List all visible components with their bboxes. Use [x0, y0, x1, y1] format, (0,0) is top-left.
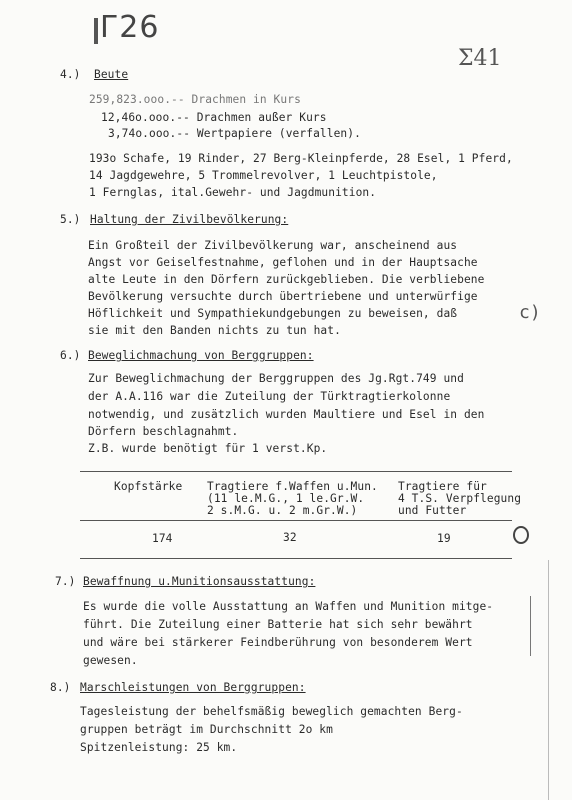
beweglich-line-2: der A.A.116 war die Zuteilung der Türktragtierkolonne — [88, 390, 451, 403]
beute-para-line-3: 1 Fernglas, ital.Gewehr- und Jagdmunition. — [89, 186, 377, 199]
table-header-col-3-line-2: 4 T.S. Verpflegung — [398, 492, 522, 505]
beweglich-line-5: Z.B. wurde benötigt für 1 verst.Kp. — [88, 442, 328, 455]
section-6-number: 6.) — [60, 349, 81, 362]
document-code: Г26 — [100, 10, 160, 45]
section-4-number: 4.) — [60, 68, 81, 81]
bewaffnung-line-4: gewesen. — [83, 654, 138, 667]
table-header-col-2-line-2: (11 le.M.G., 1 le.Gr.W. — [207, 492, 365, 505]
beute-para-line-1: 193o Schafe, 19 Rinder, 27 Berg-Kleinpferde, 28 Esel, 1 Pferd, — [89, 152, 513, 165]
table-header-col-1: Kopfstärke — [114, 480, 183, 493]
table-header-col-3-line-1: Tragtiere für — [398, 480, 487, 493]
beute-line-2: 12,46o.ooo.-- Drachmen außer Kurs — [101, 111, 327, 124]
bewaffnung-line-1: Es wurde die volle Ausstattung an Waffen und Munition mitge- — [83, 600, 494, 613]
section-6-title: Beweglichmachung von Berggruppen: — [88, 349, 314, 362]
table-header-col-2-line-3: 2 s.M.G. u. 2 m.Gr.W.) — [207, 504, 358, 517]
marsch-line-2: gruppen beträgt im Durchschnitt 2o km — [80, 723, 333, 736]
table-header-col-2-line-1: Tragtiere f.Waffen u.Mun. — [207, 480, 378, 493]
page-stamp: Σ41 — [458, 46, 502, 71]
header-mark — [94, 18, 98, 44]
table-top-rule — [80, 471, 512, 472]
beweglich-line-1: Zur Beweglichmachung der Berggruppen des Jg.Rgt.749 und — [88, 372, 464, 385]
margin-stroke — [530, 596, 531, 656]
haltung-line-1: Ein Großteil der Zivilbevölkerung war, anscheinend aus — [88, 239, 458, 252]
beute-para-line-2: 14 Jagdgewehre, 5 Trommelrevolver, 1 Leuchtpistole, — [89, 169, 438, 182]
section-5-number: 5.) — [60, 213, 81, 226]
section-8-number: 8.) — [50, 681, 71, 694]
section-8-title: Marschleistungen von Berggruppen: — [80, 681, 306, 694]
beute-line-1: 259,823.ooo.-- Drachmen in Kurs — [89, 93, 301, 106]
table-cell-tragtiere-verpflegung: 19 — [437, 532, 451, 545]
table-header-col-3-line-3: und Futter — [398, 504, 467, 517]
scan-edge-shadow — [548, 560, 549, 800]
table-bottom-rule — [80, 558, 512, 559]
table-header-rule — [80, 520, 512, 521]
bewaffnung-line-2: führt. Die Zuteilung einer Batterie hat sich sehr bewährt — [83, 618, 473, 631]
beweglich-line-4: Dörfern beschlagnahmt. — [88, 425, 239, 438]
beute-line-3: 3,74o.ooo.-- Wertpapiere (verfallen). — [108, 127, 361, 140]
section-5-title: Haltung der Zivilbevölkerung: — [90, 213, 289, 226]
marsch-line-1: Tagesleistung der behelfsmäßig beweglich gemachten Berg- — [80, 705, 463, 718]
section-4-title: Beute — [94, 68, 129, 81]
table-cell-tragtiere-waffen: 32 — [283, 531, 297, 544]
marsch-line-3: Spitzenleistung: 25 km. — [80, 741, 238, 754]
haltung-line-6: sie mit den Banden nichts zu tun hat. — [88, 324, 341, 337]
table-cell-kopfstaerke: 174 — [152, 532, 173, 545]
hole-punch-mark — [513, 526, 529, 544]
haltung-line-5: Höflichkeit und Sympathiekundgebungen zu beweisen, daß — [88, 307, 458, 320]
margin-annotation: c) — [519, 302, 541, 323]
haltung-line-3: alte Leute in den Dörfern zurückgeblieben. Die verbliebene — [88, 273, 485, 286]
section-7-number: 7.) — [55, 575, 76, 588]
bewaffnung-line-3: und wäre bei stärkerer Feindberührung von besonderem Wert — [83, 636, 473, 649]
haltung-line-2: Angst vor Geiselfestnahme, geflohen und in der Hauptsache — [88, 256, 478, 269]
beweglich-line-3: notwendig, und zusätzlich wurden Maultiere und Esel in den — [88, 408, 485, 421]
section-7-title: Bewaffnung u.Munitionsausstattung: — [83, 575, 316, 588]
haltung-line-4: Bevölkerung versuchte durch übertriebene und unterwürfige — [88, 290, 478, 303]
